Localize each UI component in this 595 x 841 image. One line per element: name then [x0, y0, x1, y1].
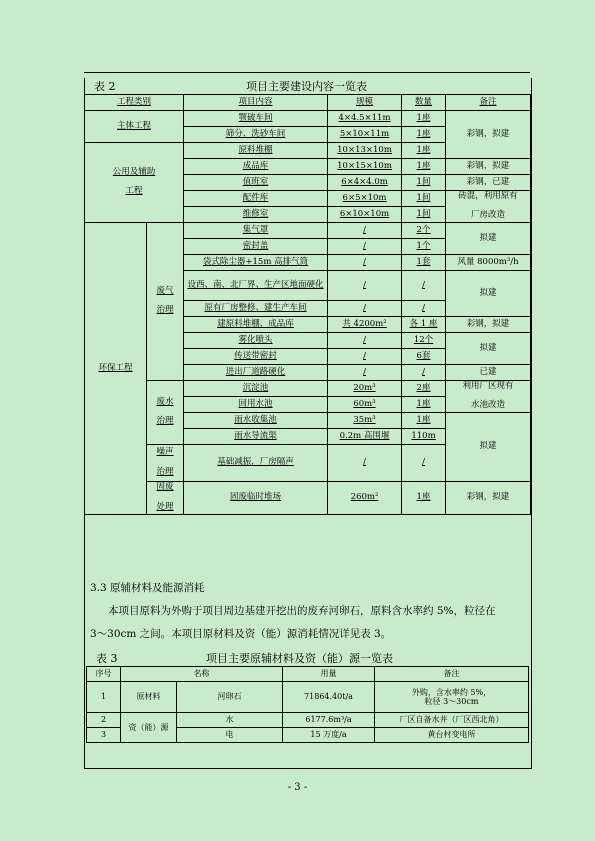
- cell-qty: /: [402, 301, 446, 317]
- cell-qty: /: [402, 271, 446, 301]
- cell-note: 彩钢，拟建: [446, 482, 531, 515]
- cell-scale: 共 4200m²: [328, 317, 402, 333]
- sub-solid-line2: 处理: [156, 501, 174, 512]
- cell-scale: 35m³: [328, 413, 402, 429]
- cell-qty: 1座: [402, 159, 446, 175]
- note-public-bottom-line1: 砖混，利用原有: [458, 190, 518, 201]
- cell-qty: 12个: [402, 333, 446, 349]
- table2-header-row: [85, 95, 531, 111]
- cell-item: 原料堆棚: [184, 143, 328, 159]
- sub-water: [147, 381, 184, 445]
- cell-item: 集气罩: [184, 223, 328, 239]
- cell-item: 沉淀池: [184, 381, 328, 397]
- sub-noise: [147, 445, 184, 482]
- cell-item: 建原料堆棚、成品库: [184, 317, 328, 333]
- t3-cell-cat: 原材料: [121, 682, 177, 713]
- t3-cell-note: 黄台村变电所: [375, 728, 529, 743]
- table2: [84, 94, 531, 515]
- cell-item: 成品库: [184, 159, 328, 175]
- header-qty: 数量: [402, 95, 446, 111]
- cell-scale: 10×13×10m: [328, 143, 402, 159]
- sub-noise-line1: 噪声: [156, 447, 174, 458]
- page-number: - 3 -: [287, 782, 308, 793]
- cell-note: 风量 8000m³/h: [446, 255, 531, 271]
- cell-qty: 1间: [402, 175, 446, 191]
- table2-number: 表 2: [94, 80, 116, 93]
- section-heading: 3.3 原辅材料及能源消耗: [90, 582, 205, 594]
- t3-cell-name: 河卵石: [177, 682, 283, 713]
- t3-cell-no: 1: [87, 682, 121, 713]
- cell-scale: /: [328, 365, 402, 381]
- cell-qty: 1座: [402, 127, 446, 143]
- sub-noise-line2: 治理: [156, 466, 174, 477]
- cell-qty: 1座: [402, 482, 446, 515]
- cell-scale: 4×4.5×11m: [328, 111, 402, 127]
- t3-cell-amount: 15 万度/a: [283, 728, 375, 743]
- sub-gas: [147, 223, 184, 381]
- note-gas-a: 拟建: [446, 223, 531, 255]
- cell-item: 密封盖: [184, 239, 328, 255]
- table-row: [85, 381, 531, 397]
- table-row: [85, 482, 531, 515]
- cell-qty: 2个: [402, 223, 446, 239]
- section-line2: 3～30cm 之间。本项目原材料及资（能）源消耗情况详见表 3。: [90, 628, 392, 640]
- t3-cell-no: 3: [87, 728, 121, 743]
- category-public-line1: 公用及辅助: [112, 166, 156, 177]
- cell-scale: 6×5×10m: [328, 191, 402, 207]
- cell-scale: 0.2m 高围堰: [328, 429, 402, 445]
- sub-water-line2: 治理: [156, 416, 174, 427]
- frame-top-border: [84, 72, 530, 73]
- cell-item: 颚破车间: [184, 111, 328, 127]
- t3-cell-note: 厂区自备水井（厂区西北角）: [375, 713, 529, 728]
- cell-scale: /: [328, 333, 402, 349]
- t3-cell-amount: 71864.40t/a: [283, 682, 375, 713]
- cell-qty: 1座: [402, 413, 446, 429]
- table3-title: 项目主要原辅材料及资（能）源一览表: [206, 652, 393, 665]
- cell-item: 传送带密封: [184, 349, 328, 365]
- cell-scale: /: [328, 301, 402, 317]
- t3-header-amount: 用量: [283, 667, 375, 682]
- cell-scale: 60m³: [328, 397, 402, 413]
- cell-item: 雾化喷头: [184, 333, 328, 349]
- cell-scale: 5×10×11m: [328, 127, 402, 143]
- t3-header-no: 序号: [87, 667, 121, 682]
- cell-item: 维修室: [184, 207, 328, 223]
- cell-qty: 1座: [402, 397, 446, 413]
- t3-cell-no: 2: [87, 713, 121, 728]
- cell-scale: 20m³: [328, 381, 402, 397]
- cell-item: 设西、南、北厂界、生产区地面硬化: [184, 271, 328, 301]
- cell-qty: 1座: [402, 111, 446, 127]
- section-line1: 本项目原料为外购于项目周边基建开挖出的废弃河卵石，原料含水率约 5%，粒径在: [108, 605, 496, 617]
- cell-qty: /: [402, 365, 446, 381]
- header-category: 工程类别: [85, 95, 184, 111]
- t3-cell-name: 电: [177, 728, 283, 743]
- cell-qty: /: [402, 445, 446, 482]
- table-row: [85, 223, 531, 239]
- table-row: [87, 713, 529, 728]
- cell-item: 袋式除尘器+15m 高排气筒: [184, 255, 328, 271]
- category-public: [85, 143, 184, 223]
- t3-note-line1: 外购，含水率约 5%，: [411, 687, 492, 697]
- sub-solid: [147, 482, 184, 515]
- cell-note: 已建: [446, 365, 531, 381]
- cell-qty: 1套: [402, 255, 446, 271]
- note-water-line1: 利用厂区现有: [462, 380, 514, 391]
- category-main: 主体工程: [85, 111, 184, 143]
- cell-qty: 1个: [402, 239, 446, 255]
- cell-qty: 1间: [402, 207, 446, 223]
- note-water-reuse: [446, 381, 531, 413]
- note-water-new: 拟建: [446, 413, 531, 482]
- cell-qty: 110m: [402, 429, 446, 445]
- cell-scale: 10×15×10m: [328, 159, 402, 175]
- cell-item: 基础减振，厂房隔声: [184, 445, 328, 482]
- note-gas-c: 拟建: [446, 333, 531, 365]
- category-public-line2: 工程: [125, 186, 143, 197]
- cell-scale: /: [328, 239, 402, 255]
- header-note: 备注: [446, 95, 531, 111]
- t3-note-line2: 粒径 3～30cm: [424, 697, 479, 706]
- cell-qty: 1座: [402, 143, 446, 159]
- cell-item: 雨水收集池: [184, 413, 328, 429]
- note-main: 彩钢，拟建: [446, 111, 531, 159]
- cell-scale: /: [328, 445, 402, 482]
- note-public-mid: 彩钢，已建: [446, 175, 531, 191]
- cell-scale: /: [328, 349, 402, 365]
- cell-item: 筛分、洗砂车间: [184, 127, 328, 143]
- cell-scale: /: [328, 223, 402, 239]
- cell-item: 进出厂道路硬化: [184, 365, 328, 381]
- header-scale: 规模: [328, 95, 402, 111]
- cell-item: 回用水池: [184, 397, 328, 413]
- cell-qty: 6套: [402, 349, 446, 365]
- cell-item: 配件库: [184, 191, 328, 207]
- cell-qty: 各 1 座: [402, 317, 446, 333]
- cell-scale: 6×4×4.0m: [328, 175, 402, 191]
- sub-gas-line1: 废气: [156, 285, 174, 296]
- cell-note: 彩钢，拟建: [446, 317, 531, 333]
- cell-qty: 1间: [402, 191, 446, 207]
- note-public-bottom: [446, 191, 531, 223]
- cell-item: 原有厂房整修、建生产车间: [184, 301, 328, 317]
- t3-cell-name: 水: [177, 713, 283, 728]
- table3-number: 表 3: [96, 652, 118, 665]
- table2-title: 项目主要建设内容一览表: [246, 80, 367, 93]
- cell-qty: 2座: [402, 381, 446, 397]
- cell-scale: 260m²: [328, 482, 402, 515]
- note-water-line2: 水池改造: [471, 400, 506, 411]
- cell-scale: /: [328, 255, 402, 271]
- t3-cell-note: [375, 682, 529, 713]
- sub-solid-line1: 固废: [156, 482, 174, 493]
- cell-scale: /: [328, 271, 402, 301]
- sub-water-line1: 废水: [156, 396, 174, 407]
- table-row: [87, 682, 529, 713]
- t3-header-name: 名称: [121, 667, 283, 682]
- sub-gas-line2: 治理: [156, 305, 174, 316]
- t3-header-note: 备注: [375, 667, 529, 682]
- table3-header-row: [87, 667, 529, 682]
- cell-item: 固废临时堆场: [184, 482, 328, 515]
- t3-cell-amount: 6177.6m³/a: [283, 713, 375, 728]
- cell-item: 雨水导流渠: [184, 429, 328, 445]
- note-public-empty: 彩钢，拟建: [446, 159, 531, 175]
- note-public-bottom-line2: 厂房改造: [471, 210, 506, 221]
- cell-item: 值班室: [184, 175, 328, 191]
- t3-cell-cat: 资（能）源: [121, 713, 177, 743]
- note-gas-b: 拟建: [446, 271, 531, 317]
- table3: [86, 666, 529, 743]
- table-row: [85, 111, 531, 127]
- cell-scale: 6×10×10m: [328, 207, 402, 223]
- category-env: 环保工程: [85, 223, 147, 515]
- header-item: 项目内容: [184, 95, 328, 111]
